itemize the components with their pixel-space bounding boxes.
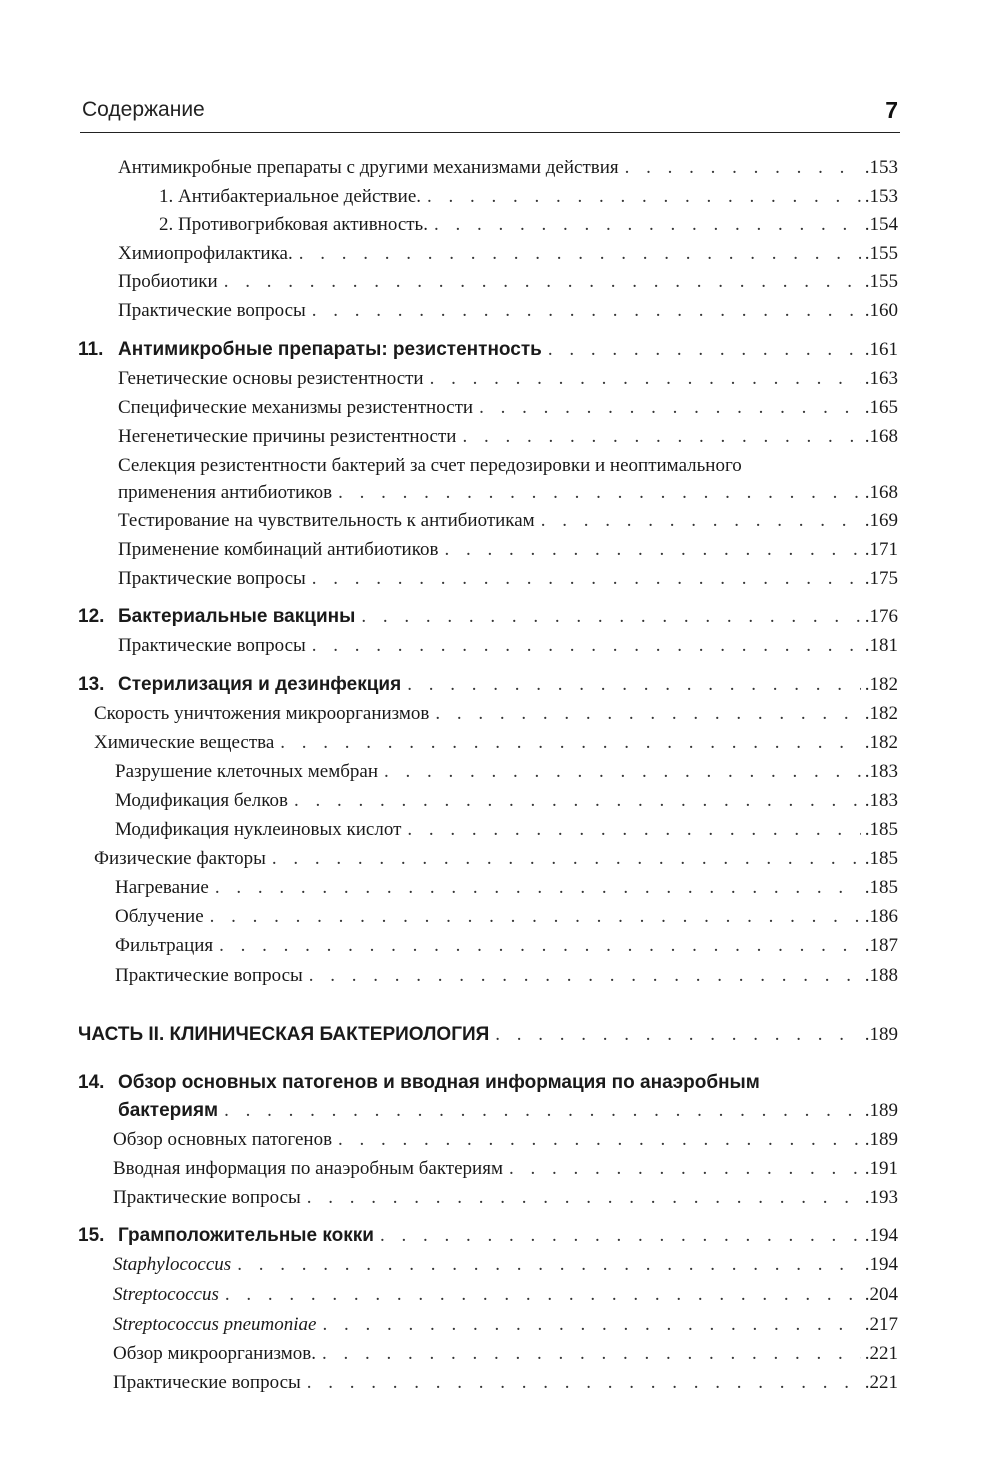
toc-entry-title: Практические вопросы <box>115 965 303 986</box>
toc-part-2[interactable] <box>0 1022 1000 1048</box>
toc-entry-page: .153 <box>864 186 898 207</box>
toc-entry[interactable] <box>0 933 1000 959</box>
toc-chapter-14-line1[interactable] <box>78 1070 760 1096</box>
dot-leader <box>272 846 861 872</box>
toc-entry-page: .188 <box>864 965 898 986</box>
chapter-number: 14. <box>78 1072 105 1093</box>
toc-entry-page: .153 <box>864 157 898 178</box>
toc-entry[interactable] <box>0 963 1000 989</box>
dot-leader <box>225 1282 861 1308</box>
toc-entry[interactable] <box>0 846 1000 872</box>
dot-leader <box>444 537 860 563</box>
toc-entry-title: Фильтрация <box>115 935 214 956</box>
toc-entry-page: .171 <box>864 539 898 560</box>
dot-leader <box>407 817 860 843</box>
toc-entry-page: .155 <box>864 271 898 292</box>
toc-entry-title: Обзор микроорганизмов. <box>113 1343 316 1364</box>
toc-entry-page: .185 <box>864 848 898 869</box>
chapter-title: Бактериальные вакцины <box>118 606 356 627</box>
toc-entry-title: Применение комбинаций антибиотиков <box>118 539 439 560</box>
dot-leader <box>462 424 860 450</box>
dot-leader <box>224 269 861 295</box>
toc-entry-title: Streptococcus pneumoniae <box>113 1314 317 1335</box>
running-title: Содержание <box>82 98 205 121</box>
toc-entry-page: .161 <box>864 339 898 360</box>
toc-entry[interactable] <box>0 1282 1000 1308</box>
toc-entry[interactable] <box>0 730 1000 756</box>
dot-leader <box>224 1098 861 1124</box>
toc-entry-page: .175 <box>864 568 898 589</box>
toc-entry-page: .194 <box>864 1225 898 1246</box>
running-header <box>80 88 900 133</box>
dot-leader <box>307 1370 861 1396</box>
dot-leader <box>427 184 861 210</box>
dot-leader <box>338 1127 861 1153</box>
toc-entry-page: .163 <box>864 368 898 389</box>
toc-chapter-15[interactable] <box>0 1223 1000 1249</box>
toc-chapter-12[interactable] <box>0 604 1000 630</box>
toc-entry-page: .183 <box>864 761 898 782</box>
chapter-number: 13. <box>78 674 105 695</box>
toc-entry-page: .165 <box>864 397 898 418</box>
dot-leader <box>294 788 861 814</box>
chapter-title-line2: бактериям <box>118 1100 219 1121</box>
toc-entry-title: Практические вопросы <box>118 300 306 321</box>
toc-entry[interactable] <box>0 366 1000 392</box>
toc-entry[interactable] <box>0 817 1000 843</box>
toc-entry-page: .154 <box>864 214 898 235</box>
toc-entry-page: .168 <box>864 482 898 503</box>
toc-entry-title: Практические вопросы <box>118 568 306 589</box>
toc-entry-page: .187 <box>864 935 898 956</box>
toc-entry-page: .181 <box>864 635 898 656</box>
toc-entry-title: Разрушение клеточных мембран <box>115 761 379 782</box>
dot-leader <box>280 730 860 756</box>
dot-leader <box>361 604 860 630</box>
dot-leader <box>509 1156 861 1182</box>
toc-chapter-11[interactable] <box>0 337 1000 363</box>
toc-entry-page: .169 <box>864 510 898 531</box>
toc-chapter-14[interactable] <box>0 1098 1000 1124</box>
toc-entry-page: .182 <box>864 674 898 695</box>
toc-entry-title: Скорость уничтожения микроорганизмов <box>94 703 430 724</box>
toc-entry-page: .186 <box>864 906 898 927</box>
toc-entry-page: .182 <box>864 703 898 724</box>
dot-leader <box>215 875 861 901</box>
chapter-title: Грамположительные кокки <box>118 1225 374 1246</box>
toc-entry-page: .221 <box>864 1372 898 1393</box>
dot-leader <box>309 963 861 989</box>
toc-entry-title: Негенетические причины резистентности <box>118 426 457 447</box>
toc-entry-title: Пробиотики <box>118 271 218 292</box>
toc-entry-title: Генетические основы резистентности <box>118 368 424 389</box>
chapter-title: Антимикробные препараты: резистентность <box>118 339 542 360</box>
toc-entry-title: Практические вопросы <box>118 635 306 656</box>
chapter-number: 15. <box>78 1225 105 1246</box>
toc-entry[interactable] <box>0 1252 1000 1278</box>
toc-entry-page: .221 <box>864 1343 898 1364</box>
toc-entry-title: Streptococcus <box>113 1284 219 1305</box>
toc-entry-title: Химические вещества <box>94 732 275 753</box>
toc-entry-title: Тестирование на чувствительность к антибиотикам <box>118 510 535 531</box>
toc-entry[interactable] <box>0 424 1000 450</box>
toc-entry-title: Практические вопросы <box>113 1187 301 1208</box>
toc-entry[interactable] <box>0 298 1000 324</box>
toc-entry-page: .217 <box>864 1314 898 1335</box>
toc-entry[interactable] <box>0 701 1000 727</box>
toc-entry-title: Специфические механизмы резистентности <box>118 397 474 418</box>
toc-entry-title: 1. Антибактериальное действие. <box>159 186 422 207</box>
dot-leader <box>495 1022 860 1048</box>
toc-entry[interactable] <box>0 788 1000 814</box>
toc-entry[interactable] <box>0 241 1000 267</box>
toc-entry[interactable] <box>0 1370 1000 1396</box>
dot-leader <box>307 1185 861 1211</box>
page-number: 7 <box>885 97 898 123</box>
toc-entry-title: Обзор основных патогенов <box>113 1129 333 1150</box>
dot-leader <box>407 672 861 698</box>
chapter-title-line1: Обзор основных патогенов и вводная информация по анаэробным <box>118 1072 760 1093</box>
toc-entry-page: .155 <box>864 243 898 264</box>
toc-entry-page: .185 <box>864 877 898 898</box>
toc-entry[interactable] <box>0 759 1000 785</box>
toc-entry-page: .189 <box>864 1100 898 1121</box>
toc-entry-title: Химиопрофилактика. <box>118 243 293 264</box>
toc-entry[interactable] <box>0 508 1000 534</box>
dot-leader <box>384 759 861 785</box>
chapter-number: 12. <box>78 606 105 627</box>
toc-entry[interactable] <box>0 269 1000 295</box>
toc-entry-page: .204 <box>864 1284 898 1305</box>
toc-entry-page: .185 <box>864 819 898 840</box>
dot-leader <box>210 904 861 930</box>
toc-entry-title: Антимикробные препараты с другими механизмами действия <box>118 157 619 178</box>
toc-entry-title-line1[interactable]: Селекция резистентности бактерий за счет передозировки и неоптимального <box>118 455 742 476</box>
dot-leader <box>338 480 861 506</box>
dot-leader <box>479 395 861 421</box>
toc-entry-title: Staphylococcus <box>113 1254 232 1275</box>
toc-entry[interactable] <box>0 155 1000 181</box>
toc-entry-page: .189 <box>864 1024 898 1045</box>
dot-leader <box>323 1312 861 1338</box>
toc-entry-page: .189 <box>864 1129 898 1150</box>
toc-entry-page: .176 <box>864 606 898 627</box>
toc-entry[interactable] <box>0 1127 1000 1153</box>
toc-entry[interactable] <box>0 212 1000 238</box>
dot-leader <box>430 366 861 392</box>
chapter-number: 11. <box>78 339 104 360</box>
toc-entry-title: Вводная информация по анаэробным бактериям <box>113 1158 503 1179</box>
dot-leader <box>312 298 861 324</box>
toc-entry-page: .168 <box>864 426 898 447</box>
toc-entry[interactable] <box>0 904 1000 930</box>
toc-entry[interactable] <box>0 633 1000 659</box>
dot-leader <box>322 1341 861 1367</box>
toc-entry-title: применения антибиотиков <box>118 482 333 503</box>
dot-leader <box>548 337 861 363</box>
toc-entry-page: .191 <box>864 1158 898 1179</box>
dot-leader <box>219 933 861 959</box>
toc-entry-page: .183 <box>864 790 898 811</box>
dot-leader <box>237 1252 861 1278</box>
toc-entry-title: Практические вопросы <box>113 1372 301 1393</box>
toc-entry-title: Модификация нуклеиновых кислот <box>115 819 402 840</box>
toc-entry[interactable] <box>0 1312 1000 1338</box>
toc-entry-page: .193 <box>864 1187 898 1208</box>
toc-entry-title: Физические факторы <box>94 848 266 869</box>
toc-entry-title: Облучение <box>115 906 204 927</box>
dot-leader <box>541 508 861 534</box>
toc-entry[interactable] <box>0 184 1000 210</box>
dot-leader <box>435 701 860 727</box>
dot-leader <box>625 155 861 181</box>
toc-entry[interactable] <box>0 480 1000 506</box>
toc-entry[interactable] <box>0 1156 1000 1182</box>
part-title: ЧАСТЬ II. КЛИНИЧЕСКАЯ БАКТЕРИОЛОГИЯ <box>78 1024 490 1045</box>
toc-entry[interactable] <box>0 1185 1000 1211</box>
toc-entry[interactable] <box>0 1341 1000 1367</box>
dot-leader <box>312 566 861 592</box>
toc-entry[interactable] <box>0 875 1000 901</box>
chapter-title: Стерилизация и дезинфекция <box>118 674 402 695</box>
toc-entry-page: .182 <box>864 732 898 753</box>
toc-entry[interactable] <box>0 537 1000 563</box>
toc-entry[interactable] <box>0 566 1000 592</box>
toc-entry[interactable] <box>0 395 1000 421</box>
dot-leader <box>380 1223 861 1249</box>
toc-entry-title: Нагревание <box>115 877 209 898</box>
toc-entry-page: .160 <box>864 300 898 321</box>
dot-leader <box>299 241 861 267</box>
toc-entry-title: 2. Противогрибковая активность. <box>159 214 428 235</box>
dot-leader <box>434 212 861 238</box>
toc-entry-page: .194 <box>864 1254 898 1275</box>
dot-leader <box>312 633 861 659</box>
toc-entry-title: Модификация белков <box>115 790 288 811</box>
toc-chapter-13[interactable] <box>0 672 1000 698</box>
